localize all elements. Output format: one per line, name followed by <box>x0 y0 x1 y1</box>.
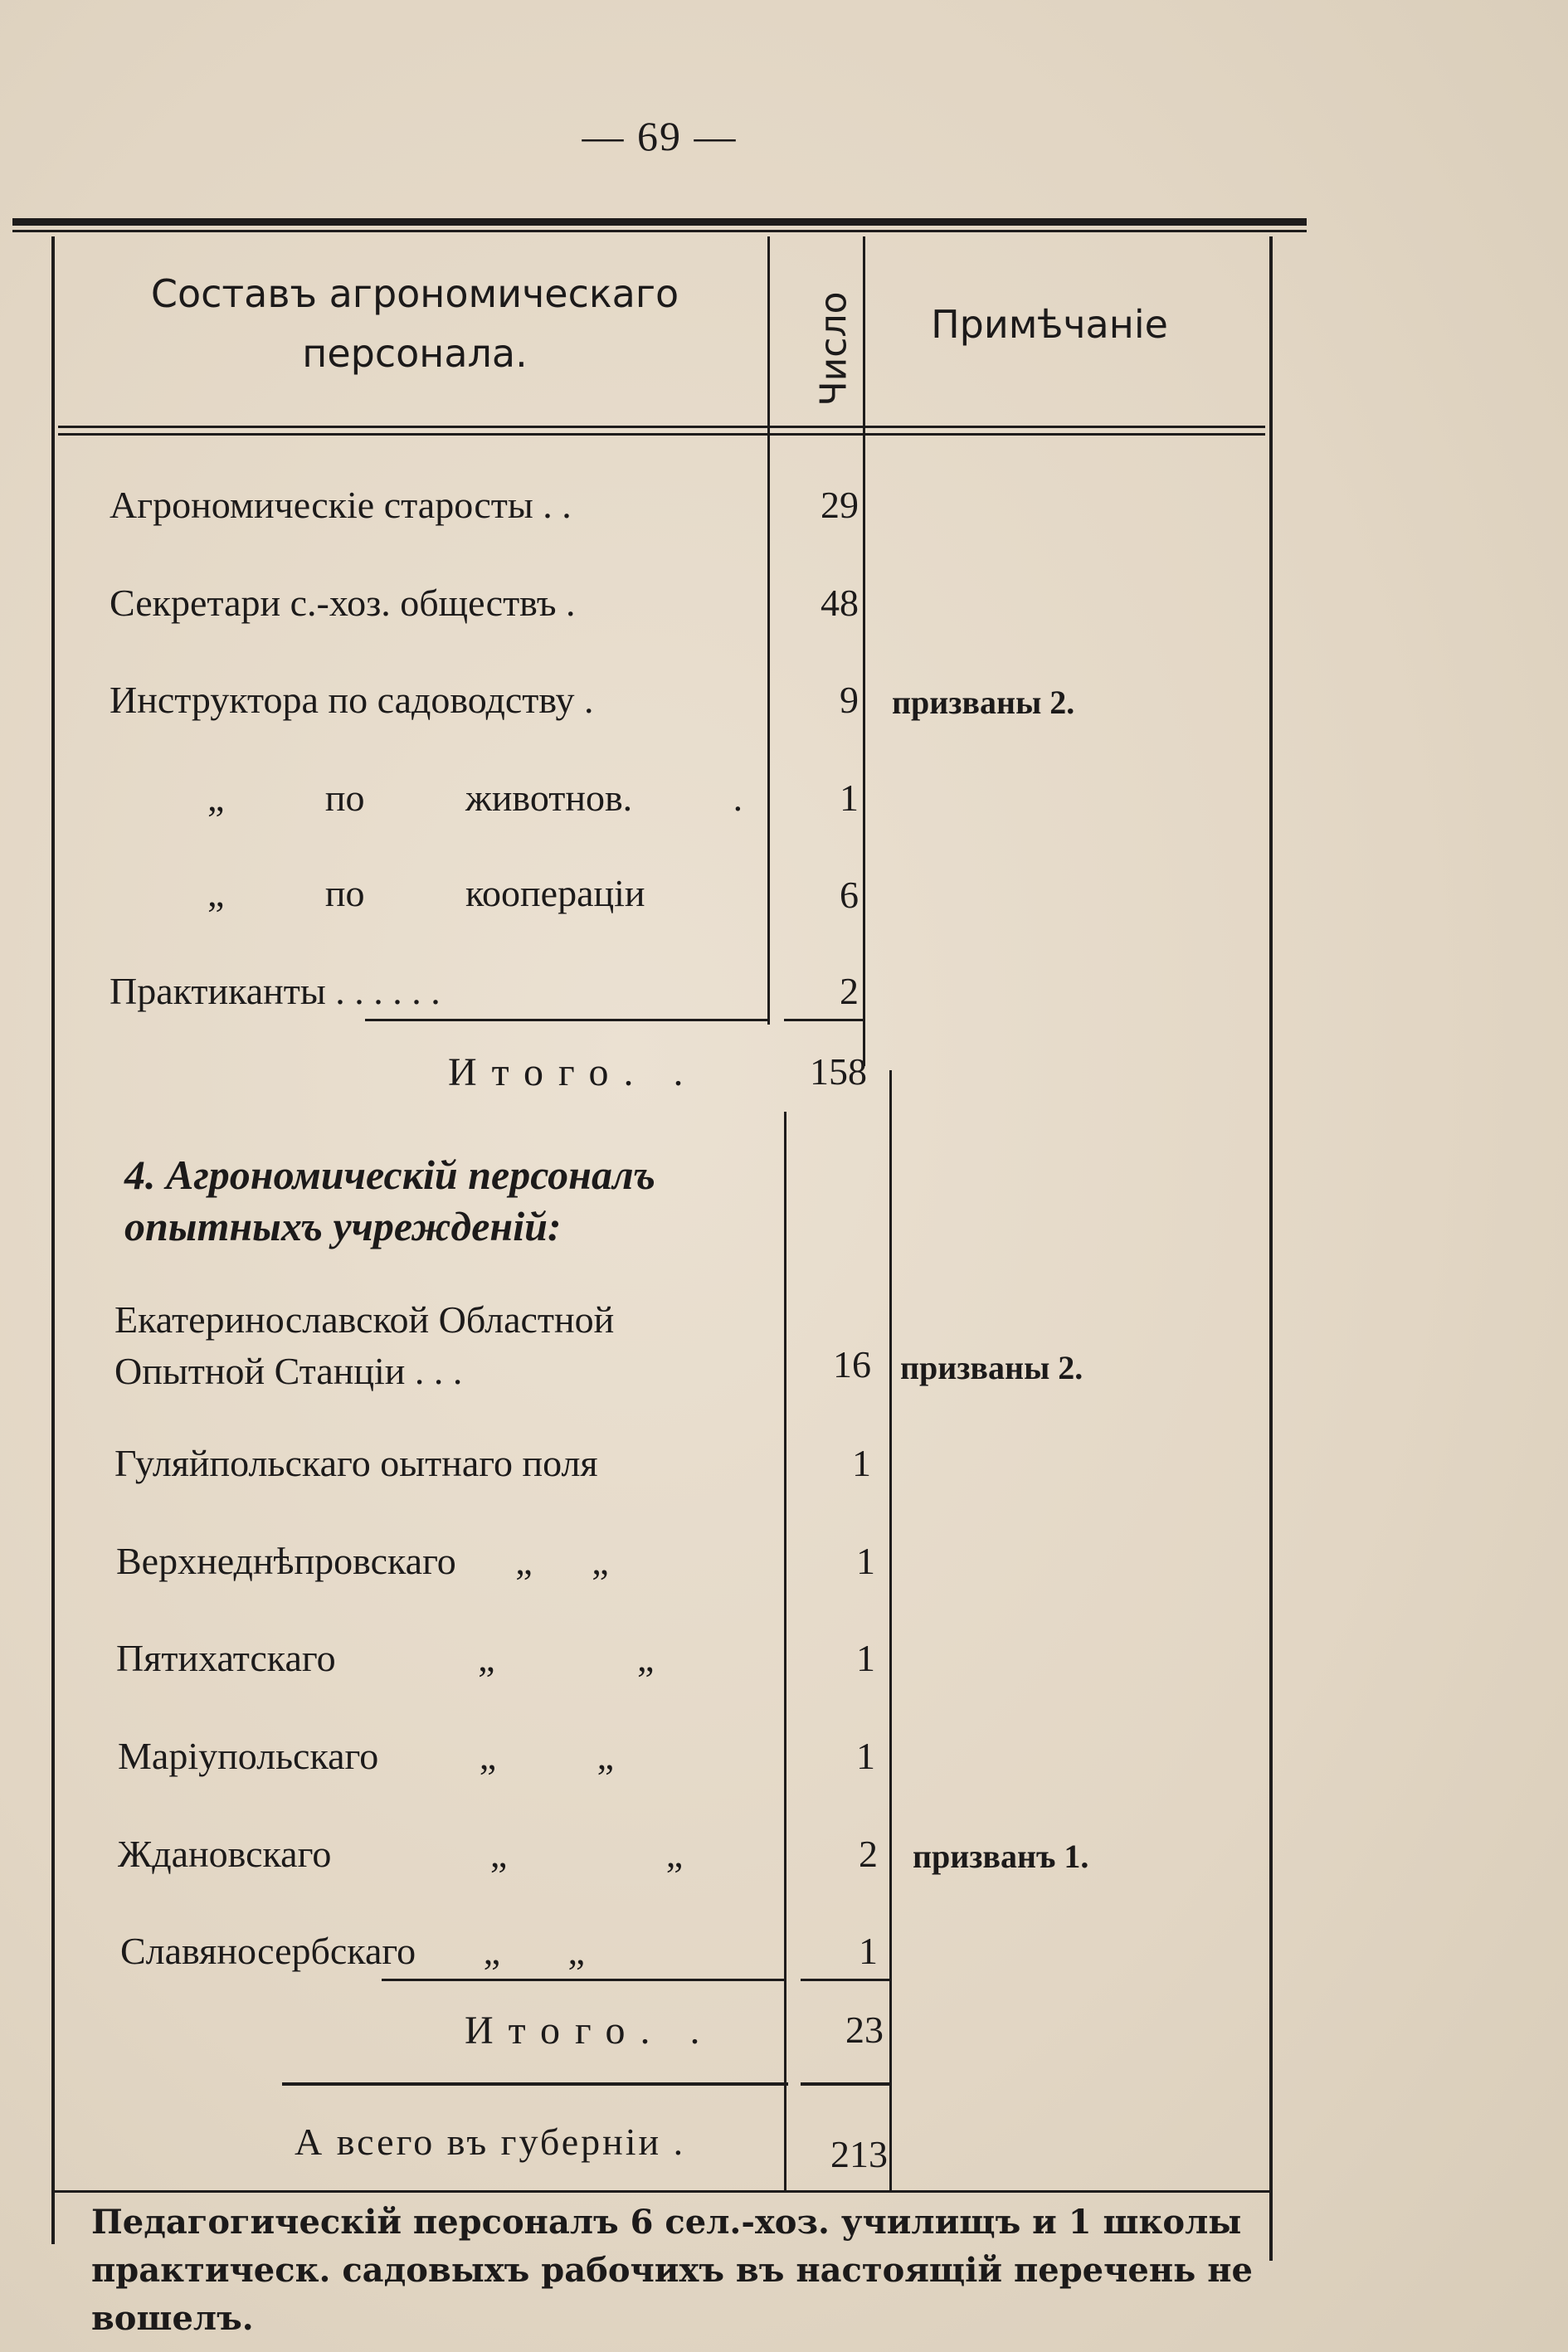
row-label: Верхнеднѣпровскаго „ „ <box>116 1540 609 1582</box>
row-value: 9 <box>840 679 859 721</box>
row-label: „ по животнов. . <box>207 777 743 819</box>
row-value: 1 <box>840 777 859 819</box>
table-bottom-rule <box>51 2190 1271 2193</box>
row-label: Секретари с.-хоз. обществъ . <box>110 582 576 624</box>
total2-value: 23 <box>845 2009 884 2051</box>
table-left-border <box>51 236 55 2244</box>
page-number: — 69 — <box>582 113 738 159</box>
subtotal-rule-number <box>784 1019 863 1021</box>
row-label: Ждановскаго „ „ <box>118 1833 684 1875</box>
table-top-rule-thin <box>12 230 1307 232</box>
row-value: 1 <box>859 1930 878 1972</box>
row-label: Славяносербскаго „ „ <box>120 1930 585 1972</box>
row-label: Екатеринославской Областной Опытной Станціи . . . <box>114 1298 615 1392</box>
row-label: Гуляйпольскаго оытнаго поля <box>114 1442 598 1484</box>
header-bottom-rule <box>58 426 1265 428</box>
row-note: призваны 2. <box>900 1349 1083 1386</box>
header-note: Примѣчаніе <box>931 302 1168 347</box>
row-label: Агрономическіе старосты . . <box>110 484 572 526</box>
grand-total-rule <box>282 2082 788 2086</box>
row-value: 1 <box>856 1637 875 1679</box>
row-value: 1 <box>856 1540 875 1582</box>
row-value: 2 <box>859 1833 878 1875</box>
header-bottom-rule-2 <box>58 433 1265 436</box>
subtotal-rule <box>365 1019 767 1021</box>
row-label: Маріупольскаго „ „ <box>118 1735 615 1777</box>
row-value: 2 <box>840 970 859 1012</box>
table-right-border <box>1269 236 1273 2261</box>
grand-total-label: А всего въ губерніи . <box>295 2121 686 2163</box>
table-top-rule <box>12 218 1307 226</box>
grand-total-rule-number <box>801 2082 889 2086</box>
row-note: призванъ 1. <box>913 1838 1089 1875</box>
header-number-label: Число <box>812 291 855 406</box>
row-value: 48 <box>821 582 859 624</box>
row-value: 16 <box>833 1343 871 1385</box>
section-heading: 4. Агрономическій персоналъ опытныхъ учрежденій: <box>124 1152 655 1249</box>
row-label: Инструктора по садоводству . <box>110 679 594 721</box>
row-label: Пятихатскаго „ „ <box>116 1637 655 1679</box>
subtotal-rule <box>382 1979 784 1981</box>
footnote: Педагогическій персоналъ 6 сел.-хоз. училищъ и 1 школы практическ. садовыхъ рабочихъ въ настоящій перечень не вошелъ. <box>91 2203 1253 2338</box>
row-value: 1 <box>856 1735 875 1777</box>
header-composition: Составъ агрономическаго персонала. <box>150 271 679 376</box>
total1-label: Итого. . <box>448 1050 699 1094</box>
subtotal-rule-number <box>801 1979 889 1981</box>
row-value: 29 <box>821 484 859 526</box>
total2-label: Итого. . <box>465 2009 715 2053</box>
total1-value: 158 <box>810 1050 867 1093</box>
row-note: призваны 2. <box>892 684 1075 721</box>
row-value: 6 <box>840 874 859 916</box>
row-label: „ по кооперацiи <box>207 872 645 914</box>
row-label: Практиканты . . . . . . <box>110 970 441 1012</box>
grand-total-value: 213 <box>830 2133 888 2175</box>
row-value: 1 <box>852 1442 871 1484</box>
col3-left-border-lower <box>889 1070 892 2190</box>
